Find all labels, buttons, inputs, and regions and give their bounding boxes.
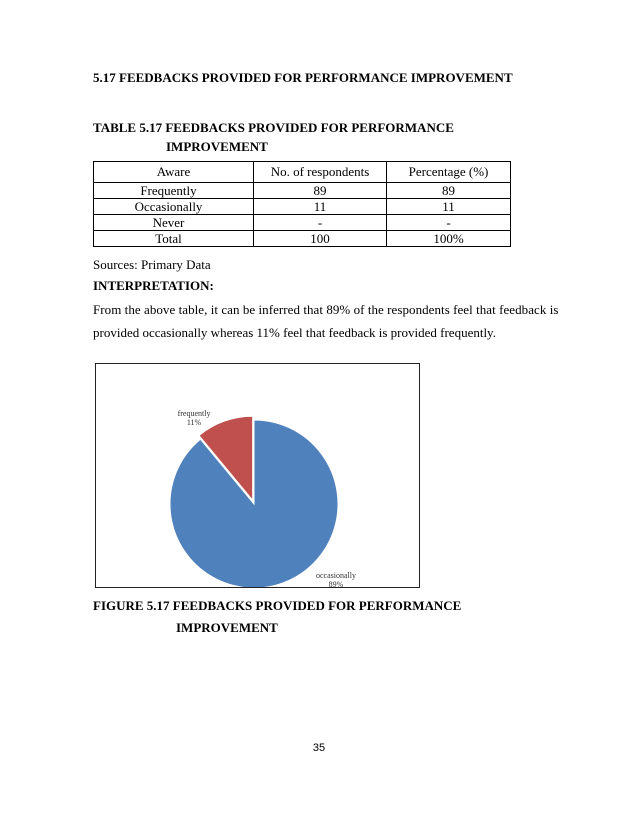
- page-number: 35: [312, 742, 326, 754]
- cell-percentage: -: [387, 215, 511, 231]
- table-row: [94, 231, 511, 247]
- header-respondents: No. of respondents: [254, 162, 387, 183]
- figure-caption-line2: IMPROVEMENT: [176, 620, 278, 635]
- interpretation-line1: From the above table, it can be inferred that 89% of the respondents feel that feedback is: [93, 302, 559, 317]
- header-aware: Aware: [94, 162, 254, 183]
- pie-chart-frame: [95, 363, 420, 588]
- cell-respondents: 11: [254, 199, 387, 215]
- cell-percentage: 100%: [387, 231, 511, 247]
- table-row: [94, 183, 511, 199]
- table-header-row: [94, 162, 511, 183]
- cell-respondents: 89: [254, 183, 387, 199]
- feedback-table: [93, 161, 511, 247]
- figure-caption-line1: FIGURE 5.17 FEEDBACKS PROVIDED FOR PERFORMANCE: [93, 598, 462, 613]
- cell-aware: Frequently: [94, 183, 254, 199]
- cell-aware: Occasionally: [94, 199, 254, 215]
- section-heading: 5.17 FEEDBACKS PROVIDED FOR PERFORMANCE IMPROVEMENT: [93, 70, 513, 85]
- interpretation-line2: provided occasionally whereas 11% feel that feedback is provided frequently.: [93, 325, 496, 340]
- slice-label-frequently: frequently: [177, 409, 211, 418]
- table-caption-line1: TABLE 5.17 FEEDBACKS PROVIDED FOR PERFORMANCE: [93, 120, 454, 135]
- table-row: [94, 199, 511, 215]
- slice-pct-frequently: 11%: [186, 418, 202, 427]
- cell-percentage: 89: [387, 183, 511, 199]
- slice-label-occasionally: occasionally: [316, 571, 356, 580]
- pie-slice-occasionally: [170, 420, 338, 587]
- cell-aware: Never: [94, 215, 254, 231]
- table-caption-line2: IMPROVEMENT: [166, 139, 268, 154]
- pie-chart: [96, 364, 419, 587]
- table-row: [94, 215, 511, 231]
- slice-pct-occasionally: 89%: [328, 580, 344, 587]
- header-percentage: Percentage (%): [387, 162, 511, 183]
- source-note: Sources: Primary Data: [93, 257, 211, 272]
- cell-percentage: 11: [387, 199, 511, 215]
- cell-respondents: -: [254, 215, 387, 231]
- cell-aware: Total: [94, 231, 254, 247]
- cell-respondents: 100: [254, 231, 387, 247]
- interpretation-heading: INTERPRETATION:: [93, 278, 214, 293]
